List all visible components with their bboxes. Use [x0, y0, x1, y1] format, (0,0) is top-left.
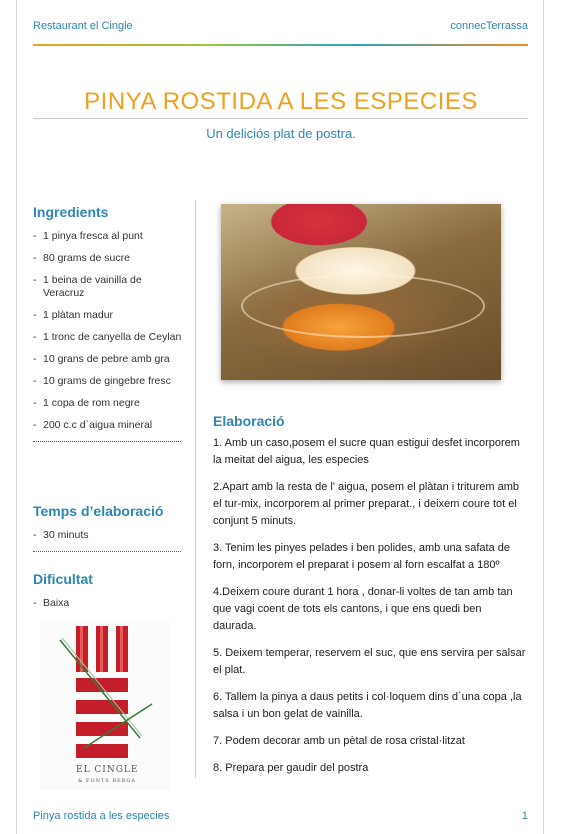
elaboracio-heading: Elaboració: [213, 413, 285, 429]
el-cingle-logo: [40, 620, 170, 790]
step-paragraph: 4.Deixem coure durant 1 hora , donar-li voltes de tan amb tan que vagi coent de tots els cantons, i que ens quedi ben daurada.: [213, 586, 513, 632]
list-item: - 80 grams de sucre: [33, 252, 130, 264]
ingredients-section: [33, 204, 183, 442]
elaboracio-steps: [213, 435, 526, 787]
dessert-photo: [221, 204, 501, 380]
step-paragraph: 5. Deixem temperar, reservem el suc, que ens servira per salsar el plat.: [213, 647, 526, 676]
time-section: [33, 503, 183, 552]
time-heading: Temps d’elaboració: [33, 503, 164, 519]
logo-text-sub: & FONTS BERGA: [78, 778, 137, 784]
step-paragraph: 7. Podem decorar amb un pètal de rosa cristal·litzat: [213, 735, 465, 747]
difficulty-heading: Dificultat: [33, 571, 93, 587]
step-paragraph: 8. Prepara per gaudir del postra: [213, 762, 369, 774]
page-title: PINYA ROSTIDA A LES ESPECIES: [84, 88, 478, 115]
list-item: - 1 pinya fresca al punt: [33, 230, 143, 242]
header-gradient-rule: [33, 44, 528, 46]
list-item: - 10 grans de pebre amb gra: [33, 353, 170, 365]
list-item: - Baixa: [33, 597, 70, 609]
page-subtitle: Un deliciós plat de postra.: [206, 126, 356, 141]
section-divider: [33, 551, 181, 552]
list-item: - 10 grams de gingebre fresc: [33, 375, 171, 387]
ingredients-list: [33, 230, 183, 432]
footer-document-title: Pinya rostida a les especies: [33, 810, 170, 822]
time-list: [33, 529, 183, 542]
step-paragraph: 6. Tallem la pinya a daus petits i col·loquem dins d´una copa ,la salsa i un bon gelat de vainilla.: [213, 691, 522, 720]
difficulty-list: [33, 597, 183, 610]
header-restaurant-name: Restaurant el Cingle: [33, 20, 133, 32]
title-rule: [33, 118, 528, 119]
glass-bowl-shape: [241, 274, 485, 338]
list-item: - 1 tronc de canyella de Ceylan: [33, 331, 182, 343]
step-paragraph: 1. Amb un caso,posem el sucre quan estigui desfet incorporem la meitat del aigua, les especies: [213, 437, 520, 466]
list-item: - 1 copa de rom negre: [33, 397, 140, 409]
list-item: - 1 plàtan madur: [33, 309, 114, 321]
footer-page-number: 1: [521, 810, 528, 822]
difficulty-section: [33, 571, 183, 619]
list-item: - 1 beina de vainilla de Veracruz: [33, 274, 142, 299]
logo-text-name: EL CINGLE: [76, 765, 139, 775]
step-paragraph: 3. Tenim les pinyes pelades i ben polides, amb una safata de forn, incorporem el preparat i posem al forn escalfat a 180º: [213, 542, 510, 571]
header-site-name: connecTerrassa: [450, 20, 528, 32]
section-divider: [33, 441, 181, 442]
list-item: - 200 c.c d`aigua mineral: [33, 419, 153, 431]
ingredients-heading: Ingredients: [33, 204, 109, 220]
column-divider: [195, 200, 196, 778]
list-item: - 30 minuts: [33, 529, 89, 541]
step-paragraph: 2.Apart amb la resta de l' aigua, posem el plàtan i triturem amb el tur-mix, incorporem al primer preparat., i deixem coure tot el conjunt 5 minuts.: [213, 481, 519, 527]
